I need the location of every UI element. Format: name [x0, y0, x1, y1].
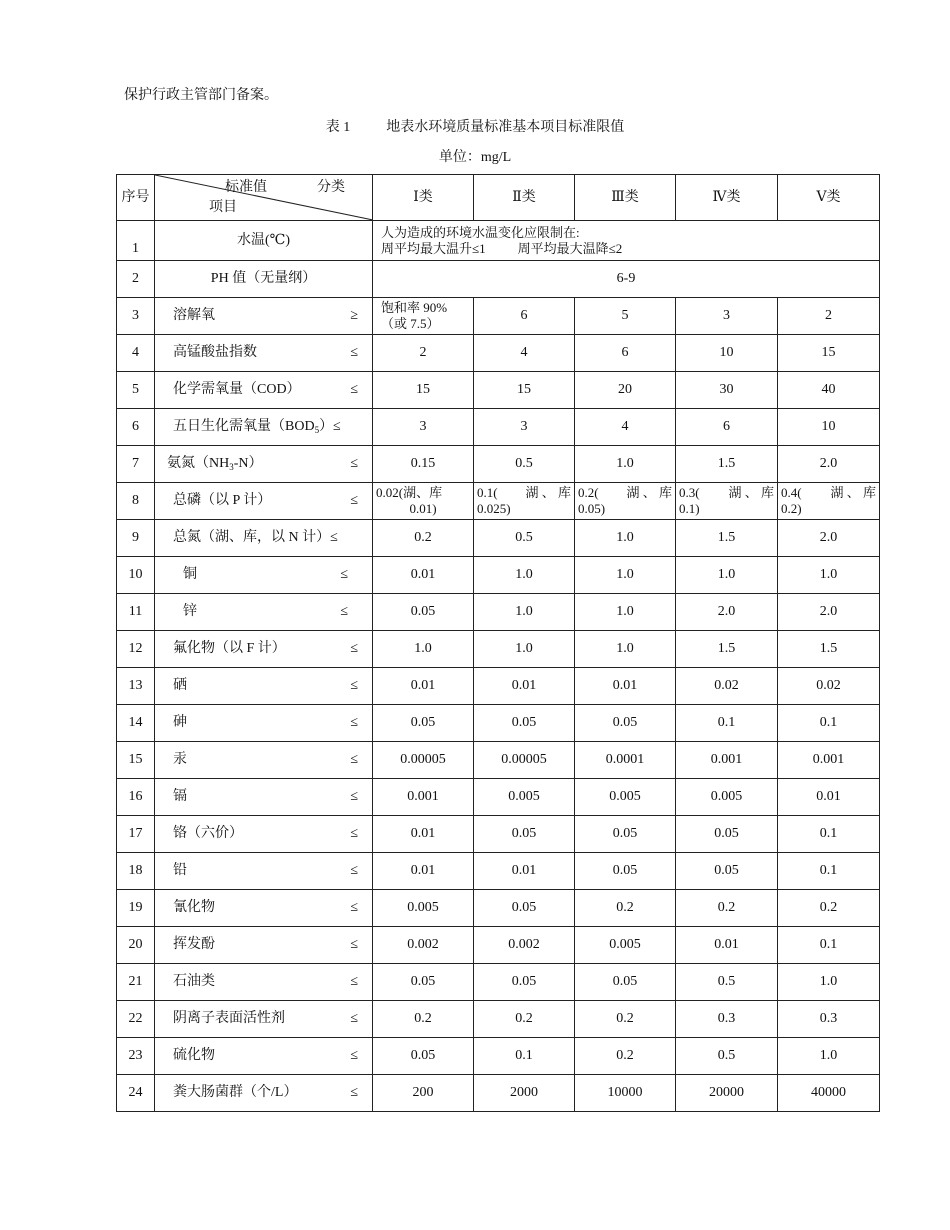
cell-line-1: [376, 485, 470, 501]
row-item-name: [155, 1038, 373, 1075]
table-row-12: [117, 631, 880, 668]
comparison-symbol: ≤: [350, 641, 358, 656]
table-row-4: [117, 335, 880, 372]
cell-line-1: [477, 485, 571, 501]
row-number: 16: [117, 779, 155, 816]
row-item-name: [155, 557, 373, 594]
comparison-symbol: ≤: [350, 1011, 358, 1026]
item-label: 硒: [173, 678, 187, 693]
cell-class-5: 0.3: [778, 1001, 880, 1038]
row-item-name: [155, 742, 373, 779]
table-row-6: [117, 409, 880, 446]
cell-part-a: 0.2(: [578, 485, 599, 500]
cell-class-3: 1.0: [575, 520, 676, 557]
row-number: 10: [117, 557, 155, 594]
cell-class-2: 0.01: [474, 853, 575, 890]
row-number: 7: [117, 446, 155, 483]
note-temp-drop: 周平均最大温降≤2: [517, 240, 623, 256]
cell-class-5: 0.1: [778, 927, 880, 964]
cell-class-1: 0.01: [373, 668, 474, 705]
cell-class-2: 0.2: [474, 1001, 575, 1038]
cell-class-5: 0.1: [778, 705, 880, 742]
comparison-symbol: ≤: [350, 345, 358, 360]
row-number: 19: [117, 890, 155, 927]
item-label: 粪大肠菌群（个/L）: [173, 1085, 298, 1100]
subscript: 5: [314, 425, 320, 435]
table-row-20: [117, 927, 880, 964]
cell-class-1: 0.05: [373, 1038, 474, 1075]
table-row-1: [117, 221, 880, 261]
cell-class-1: [373, 483, 474, 520]
row-number: 1: [117, 221, 155, 261]
cell-class-3: 1.0: [575, 446, 676, 483]
row-item-name: [155, 816, 373, 853]
cell-class-1: 0.05: [373, 705, 474, 742]
item-label: 汞: [173, 752, 187, 767]
cell-class-5: 2: [778, 298, 880, 335]
item-label: 高锰酸盐指数: [173, 345, 257, 360]
item-label: 砷: [173, 715, 187, 730]
table-label: 表 1: [325, 120, 351, 135]
cell-class-5: 40: [778, 372, 880, 409]
header-class-2: Ⅱ类: [474, 175, 575, 221]
table-row-14: [117, 705, 880, 742]
cell-class-4: 0.2: [676, 890, 778, 927]
cell-class-4: 20000: [676, 1075, 778, 1112]
row-number: 9: [117, 520, 155, 557]
table-row-13: [117, 668, 880, 705]
row-number: 12: [117, 631, 155, 668]
cell-class-1: 0.05: [373, 594, 474, 631]
cell-class-1: 0.01: [373, 557, 474, 594]
table-row-16: [117, 779, 880, 816]
cell-class-3: 0.2: [575, 890, 676, 927]
table-row-21: [117, 964, 880, 1001]
cell-class-5: [778, 483, 880, 520]
cell-class-1: 0.2: [373, 520, 474, 557]
item-label: 化学需氧量（COD）: [173, 382, 301, 397]
cell-class-4: 0.001: [676, 742, 778, 779]
cell-class-5: 0.1: [778, 816, 880, 853]
standard-limits-table: [116, 174, 880, 1112]
header-category: 分类: [317, 180, 345, 195]
cell-class-3: 0.05: [575, 964, 676, 1001]
header-diagonal-cell: [155, 175, 373, 221]
cell-class-2: 0.00005: [474, 742, 575, 779]
cell-class-4: 3: [676, 298, 778, 335]
cell-class-1: 1.0: [373, 631, 474, 668]
item-label-suffix: -N）: [233, 456, 263, 471]
row-item-name: [155, 705, 373, 742]
cell-part-a: 0.3(: [679, 485, 700, 500]
cell-class-1: 0.002: [373, 927, 474, 964]
cell-class-2: 0.05: [474, 890, 575, 927]
cell-class-4: 1.5: [676, 631, 778, 668]
header-row: [117, 175, 880, 221]
cell-class-5: 10: [778, 409, 880, 446]
comparison-symbol: ≥: [350, 308, 358, 323]
header-seq: 序号: [117, 175, 155, 221]
cell-class-3: [575, 483, 676, 520]
item-label: 氨氮（NH: [167, 456, 230, 471]
row-number: 18: [117, 853, 155, 890]
table-row-23: [117, 1038, 880, 1075]
cell-line-2: 0.1): [679, 501, 700, 516]
cell-class-4: 1.5: [676, 520, 778, 557]
table-row-17: [117, 816, 880, 853]
cell-class-2: 0.05: [474, 964, 575, 1001]
cell-line-2: 0.05): [578, 501, 606, 516]
cell-class-1: 15: [373, 372, 474, 409]
cell-line-1: [578, 485, 672, 501]
cell-class-5: 1.0: [778, 1038, 880, 1075]
row-item-name: PH 值（无量纲）: [155, 261, 373, 298]
item-label: 总磷（以 P 计）: [173, 493, 272, 508]
cell-part-b: 湖 、 库: [728, 485, 774, 500]
cell-class-2: 3: [474, 409, 575, 446]
item-label: 铜: [183, 567, 197, 582]
item-label: 石油类: [173, 974, 215, 989]
row-item-name: [155, 631, 373, 668]
item-label: 铅: [173, 863, 187, 878]
cell-class-5: 1.5: [778, 631, 880, 668]
cell-class-5: 0.001: [778, 742, 880, 779]
item-label: 硫化物: [173, 1048, 215, 1063]
item-label: 氟化物（以 F 计）: [173, 641, 286, 656]
row-number: 8: [117, 483, 155, 520]
note-line-2: [381, 241, 876, 257]
comparison-symbol: ≤: [340, 567, 348, 582]
cell-part-b: 湖 、 库: [525, 485, 571, 500]
cell-class-1: [373, 298, 474, 335]
note-line-1: 人为造成的环境水温变化应限制在:: [381, 224, 580, 240]
comparison-symbol: ≤: [350, 1085, 358, 1100]
cell-class-4: 0.05: [676, 853, 778, 890]
cell-class-4: 2.0: [676, 594, 778, 631]
row-number: 6: [117, 409, 155, 446]
cell-class-3: 5: [575, 298, 676, 335]
cell-class-3: 0.05: [575, 853, 676, 890]
row-item-name: [155, 964, 373, 1001]
cell-part-b: 湖 、 库: [830, 485, 876, 500]
row-item-name: [155, 927, 373, 964]
cell-class-3: 1.0: [575, 557, 676, 594]
cell-part-a: 0.02(湖、库: [376, 485, 443, 500]
header-item: 项目: [209, 200, 237, 215]
cell-class-2: 0.005: [474, 779, 575, 816]
table-row-15: [117, 742, 880, 779]
ph-range-value: 6-9: [373, 261, 880, 298]
cell-class-5: 15: [778, 335, 880, 372]
table-title: 地表水环境质量标准基本项目标准限值: [386, 120, 625, 135]
cell-class-1: 0.05: [373, 964, 474, 1001]
cell-class-1: 0.001: [373, 779, 474, 816]
comparison-symbol: ≤: [350, 382, 358, 397]
cell-class-4: 0.05: [676, 816, 778, 853]
cell-class-2: 0.1: [474, 1038, 575, 1075]
cell-class-2: 1.0: [474, 557, 575, 594]
comparison-symbol: ≤: [350, 1048, 358, 1063]
header-class-3: Ⅲ类: [575, 175, 676, 221]
cell-class-5: 1.0: [778, 557, 880, 594]
cell-class-2: 0.002: [474, 927, 575, 964]
header-standard-value: 标准值: [225, 180, 267, 195]
cell-class-1: 0.005: [373, 890, 474, 927]
cell-class-5: 2.0: [778, 594, 880, 631]
cell-class-1: 0.15: [373, 446, 474, 483]
cell-class-2: 0.5: [474, 446, 575, 483]
cell-class-2: 0.5: [474, 520, 575, 557]
row-number: 14: [117, 705, 155, 742]
row-item-name: [155, 446, 373, 483]
item-label: 挥发酚: [173, 937, 215, 952]
cell-class-5: 2.0: [778, 520, 880, 557]
cell-class-2: 4: [474, 335, 575, 372]
cell-class-3: 10000: [575, 1075, 676, 1112]
cell-part-a: 0.1(: [477, 485, 498, 500]
table-caption: [0, 116, 950, 136]
comparison-symbol: ≤: [350, 789, 358, 804]
comparison-symbol: ≤: [350, 826, 358, 841]
cell-class-4: 0.5: [676, 964, 778, 1001]
row-number: 3: [117, 298, 155, 335]
table-row-8: [117, 483, 880, 520]
cell-class-2: 0.01: [474, 668, 575, 705]
cell-class-2: 0.05: [474, 816, 575, 853]
row-number: 13: [117, 668, 155, 705]
item-label: 铬（六价）: [173, 826, 243, 841]
row-item-name: 水温(℃): [155, 221, 373, 261]
cell-class-5: 1.0: [778, 964, 880, 1001]
row-item-name: [155, 779, 373, 816]
cell-class-2: [474, 483, 575, 520]
cell-class-4: 0.02: [676, 668, 778, 705]
cell-line-2: 0.01): [409, 501, 437, 516]
row-item-name: [155, 409, 373, 446]
item-label: 镉: [173, 789, 187, 804]
cell-class-2: 15: [474, 372, 575, 409]
item-label: 溶解氧: [173, 308, 215, 323]
row-item-name: [155, 520, 373, 557]
cell-class-3: 4: [575, 409, 676, 446]
cell-class-3: 0.2: [575, 1001, 676, 1038]
cell-part-b: 湖 、 库: [626, 485, 672, 500]
table-row-24: [117, 1075, 880, 1112]
cell-class-1: 0.2: [373, 1001, 474, 1038]
row-number: 17: [117, 816, 155, 853]
item-label: 氰化物: [173, 900, 215, 915]
row-number: 22: [117, 1001, 155, 1038]
comparison-symbol: ≤: [350, 678, 358, 693]
cell-part-a: 0.4(: [781, 485, 802, 500]
cell-class-3: 20: [575, 372, 676, 409]
cell-class-3: 0.005: [575, 927, 676, 964]
cell-class-4: 0.01: [676, 927, 778, 964]
table-row-9: [117, 520, 880, 557]
table-row-11: [117, 594, 880, 631]
cell-class-4: 1.5: [676, 446, 778, 483]
table-row-22: [117, 1001, 880, 1038]
cell-class-4: 0.1: [676, 705, 778, 742]
cell-class-5: 0.2: [778, 890, 880, 927]
comparison-symbol: ≤: [350, 863, 358, 878]
comparison-symbol: ≤: [350, 937, 358, 952]
table-row-3: [117, 298, 880, 335]
cell-class-5: 2.0: [778, 446, 880, 483]
row-number: 11: [117, 594, 155, 631]
cell-class-5: 0.1: [778, 853, 880, 890]
subscript: 3: [229, 462, 234, 472]
cell-class-4: [676, 483, 778, 520]
row-number: 2: [117, 261, 155, 298]
comparison-symbol: ≤: [350, 493, 358, 508]
cell-class-1: 0.00005: [373, 742, 474, 779]
intro-text: 保护行政主管部门备案。: [124, 88, 278, 103]
row-number: 15: [117, 742, 155, 779]
row-number: 23: [117, 1038, 155, 1075]
cell-class-2: 0.05: [474, 705, 575, 742]
cell-class-4: 30: [676, 372, 778, 409]
item-label: 阴离子表面活性剂: [173, 1011, 285, 1026]
row-number: 21: [117, 964, 155, 1001]
item-label-suffix: ）≤: [319, 419, 341, 434]
cell-class-1: 3: [373, 409, 474, 446]
table-row-10: [117, 557, 880, 594]
row-item-name: [155, 483, 373, 520]
header-class-1: Ⅰ类: [373, 175, 474, 221]
row-item-name: [155, 372, 373, 409]
cell-class-2: 2000: [474, 1075, 575, 1112]
table-row-5: [117, 372, 880, 409]
header-class-4: Ⅳ类: [676, 175, 778, 221]
water-temp-note: [373, 221, 880, 261]
cell-class-3: 1.0: [575, 594, 676, 631]
cell-class-4: 0.3: [676, 1001, 778, 1038]
header-class-5: Ⅴ类: [778, 175, 880, 221]
cell-class-3: 0.05: [575, 705, 676, 742]
cell-class-3: 6: [575, 335, 676, 372]
cell-class-3: 0.05: [575, 816, 676, 853]
cell-line-2: 0.025): [477, 501, 511, 516]
cell-class-1: 200: [373, 1075, 474, 1112]
table-row-19: [117, 890, 880, 927]
cell-class-4: 10: [676, 335, 778, 372]
cell-class-3: 0.0001: [575, 742, 676, 779]
row-item-name: [155, 853, 373, 890]
row-number: 20: [117, 927, 155, 964]
comparison-symbol: ≤: [350, 752, 358, 767]
cell-line-1: 饱和率 90%: [381, 300, 448, 315]
cell-class-4: 0.005: [676, 779, 778, 816]
row-number: 4: [117, 335, 155, 372]
comparison-symbol: ≤: [350, 456, 358, 471]
comparison-symbol: ≤: [350, 715, 358, 730]
row-item-name: [155, 890, 373, 927]
row-item-name: [155, 1001, 373, 1038]
item-label: 总氮（湖、库，以 N 计）≤: [173, 530, 338, 545]
note-temp-rise: 周平均最大温升≤1: [381, 240, 486, 256]
comparison-symbol: ≤: [350, 974, 358, 989]
cell-line-1: [781, 485, 876, 501]
row-item-name: [155, 594, 373, 631]
cell-class-3: 0.2: [575, 1038, 676, 1075]
comparison-symbol: ≤: [350, 900, 358, 915]
cell-class-3: 0.005: [575, 779, 676, 816]
cell-line-2: 0.2): [781, 501, 802, 516]
cell-class-3: 0.01: [575, 668, 676, 705]
cell-class-1: 0.01: [373, 853, 474, 890]
row-item-name: [155, 1075, 373, 1112]
item-label: 五日生化需氧量（BOD: [173, 419, 315, 434]
cell-class-2: 1.0: [474, 594, 575, 631]
row-item-name: [155, 335, 373, 372]
cell-class-2: 1.0: [474, 631, 575, 668]
table-row-7: [117, 446, 880, 483]
cell-class-4: 0.5: [676, 1038, 778, 1075]
row-number: 5: [117, 372, 155, 409]
cell-class-2: 6: [474, 298, 575, 335]
cell-line-2: （或 7.5）: [381, 316, 440, 331]
comparison-symbol: ≤: [340, 604, 348, 619]
table-row-18: [117, 853, 880, 890]
cell-class-1: 0.01: [373, 816, 474, 853]
row-number: 24: [117, 1075, 155, 1112]
cell-class-5: 0.01: [778, 779, 880, 816]
table-row-2: [117, 261, 880, 298]
cell-class-5: 40000: [778, 1075, 880, 1112]
unit-label: 单位：mg/L: [438, 150, 512, 165]
row-item-name: [155, 668, 373, 705]
cell-class-4: 6: [676, 409, 778, 446]
row-item-name: [155, 298, 373, 335]
cell-line-1: [679, 485, 774, 501]
cell-class-1: 2: [373, 335, 474, 372]
cell-class-3: 1.0: [575, 631, 676, 668]
cell-class-4: 1.0: [676, 557, 778, 594]
cell-class-5: 0.02: [778, 668, 880, 705]
item-label: 锌: [183, 604, 197, 619]
